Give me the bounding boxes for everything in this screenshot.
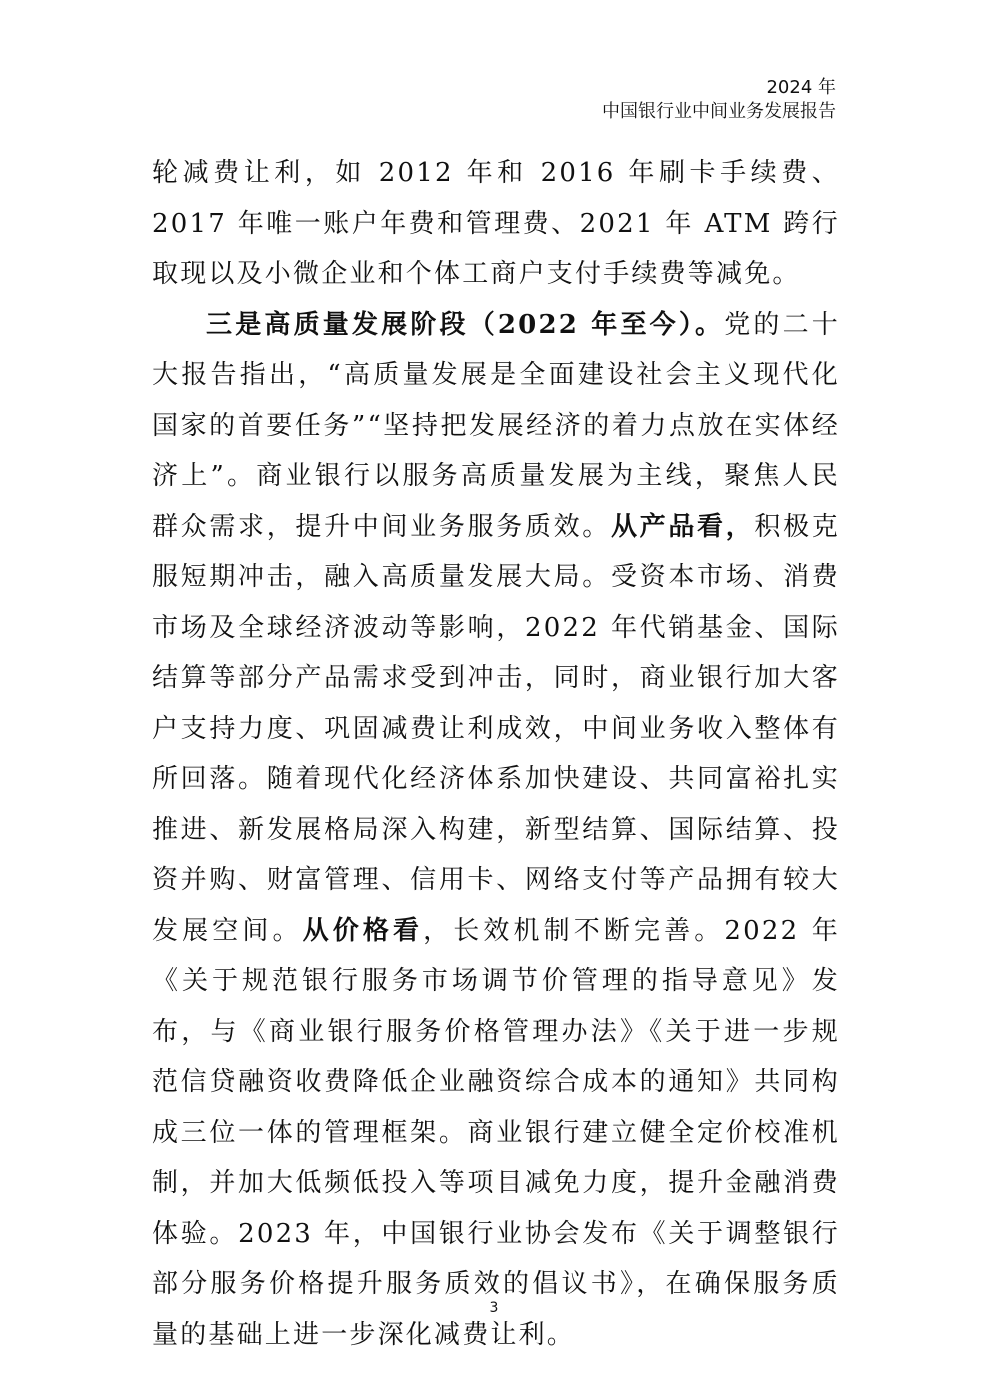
paragraph-run: 积极克服短期冲击，融入高质量发展大局。受资本市场、消费市场及全球经济波动等影响，2022 年代销基金、国际结算等部分产品需求受到冲击，同时，商业银行加大客户支持力度、巩固减费让利成效，中间业务收入整体有所回落。随着现代化经济体系加快建设、共同富裕扎实推进、新发展格局深入构建，新型结算、国际结算、投资并购、财富管理、信用卡、网络支付等产品拥有较大发展空间。	[152, 511, 840, 946]
paragraph-run: 轮减费让利，如 2012 年和 2016 年刷卡手续费、2017 年唯一账户年费和管理费、2021 年 ATM 跨行取现以及小微企业和个体工商户支付手续费等减免。	[152, 158, 840, 289]
paragraph-high-quality-stage	[152, 300, 840, 1361]
running-header	[602, 76, 836, 124]
paragraph-continuation	[152, 148, 840, 300]
product-heading-run: 从产品看，	[610, 511, 755, 542]
price-heading-run: 从价格看	[302, 915, 424, 946]
paragraph-run: ，长效机制不断完善。2022 年《关于规范银行服务市场调节价管理的指导意见》发布，与《商业银行服务价格管理办法》《关于进一步规范信贷融资收费降低企业融资综合成本的通知》共同构成三位一体的管理框架。商业银行建立健全定价校准机制，并加大低频低投入等项目减免力度，提升金融消费体验。2023 年，中国银行业协会发布《关于调整银行部分服务价格提升服务质效的倡议书》，在确保服务质量的基础上进一步深化减费让利。	[152, 915, 840, 1350]
page-number: 3	[489, 1300, 499, 1316]
header-report-title: 中国银行业中间业务发展报告	[602, 101, 836, 122]
paragraph-run: 党的二十大报告指出，“高质量发展是全面建设社会主义现代化国家的首要任务”“坚持把发展经济的着力点放在实体经济上”。商业银行以服务高质量发展为主线，聚焦人民群众需求，提升中间业务服务质效。	[152, 309, 840, 542]
header-year: 2024 年	[766, 77, 836, 98]
section-heading-run: 三是高质量发展阶段（2022 年至今）。	[206, 309, 725, 340]
body-text	[152, 148, 840, 1360]
